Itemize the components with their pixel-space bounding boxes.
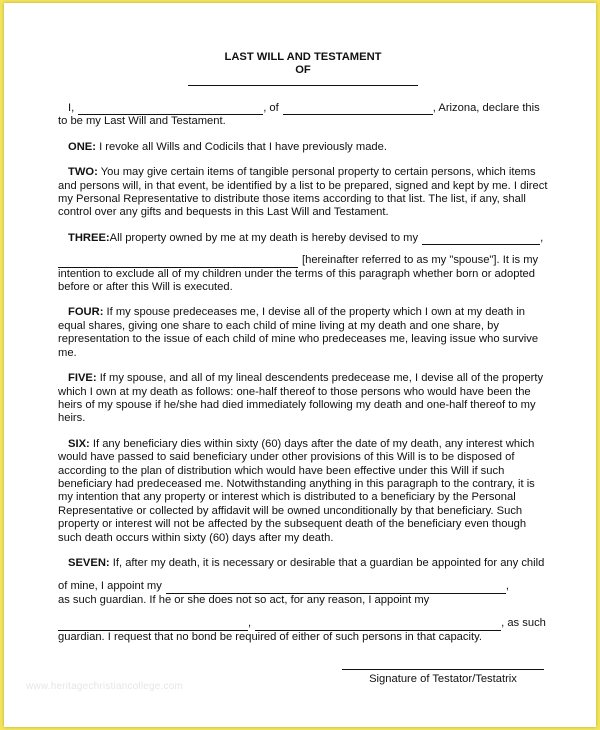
article-seven-guardian: as such guardian. If he or she does not so act, for any reason, I appoint my: [58, 593, 430, 606]
signature-line: [342, 669, 544, 670]
article-seven: [58, 557, 548, 644]
article-five: [58, 372, 548, 426]
document-body: [58, 51, 548, 644]
article-seven-as-such: , as such: [501, 617, 546, 630]
article-two-text: You may give certain items of tangible personal property to certain persons, which items and persons will, in that event, be identified by a list to be prepared, signed and kept by me. I direct my Personal Representative to distribute those items according to that list. The list, if any, shall control over any gifts and bequests in this Last Will and Testament.: [58, 166, 548, 219]
testator-name-blank: [188, 85, 418, 86]
article-seven-appoint: of mine, I appoint my: [58, 580, 162, 593]
article-three-comma: ,: [540, 231, 544, 244]
intro-state: , Arizona, declare this: [432, 102, 540, 114]
intro-paragraph: [58, 102, 548, 129]
article-seven-comma: ,: [505, 580, 509, 593]
article-six: [58, 438, 548, 545]
title-line-2: OF: [295, 64, 311, 76]
intro-of: , of: [263, 102, 279, 114]
article-four-text: If my spouse predeceases me, I devise all of the property which I own at my death in equal shares, giving one share to each child of mine living at my death and one share, by representation to the issue of each child of mine who predeceases me, leaving issue who survive me.: [58, 306, 539, 359]
city-blank: [283, 104, 433, 115]
article-seven-text: If, after my death, it is necessary or desirable that a guardian be appointed for any child: [109, 556, 545, 569]
article-seven-label: SEVEN:: [68, 556, 110, 569]
article-three-text: All property owned by me at my death is hereby devised to my: [109, 231, 419, 244]
article-one-text: I revoke all Wills and Codicils that I have previously made.: [95, 140, 387, 153]
article-three: [58, 232, 548, 295]
article-seven-sep: ,: [248, 617, 252, 630]
alternate-guardian-blank-2: [255, 620, 501, 631]
watermark: www.heritagechristiancollege.com: [26, 681, 184, 692]
article-six-text: If any beneficiary dies within sixty (60) days after the date of my death, any interest which would have passed to said beneficiary under other provisions of this Will is to be disposed of according to the plan of distribution which would have been effective under this Will if such beneficiary had predeceased me. Notwithstanding anything in this paragraph to the contrary, it is my intention that any property or interest which is distributed to a beneficiary by the Personal Representative or collected by affidavit will be owned unconditionally by that beneficiary. Such property or interest will not be affected by the subsequent death of the beneficiary even though such death occurs within sixty (60) days after my death.: [58, 437, 535, 544]
spouse-blank: [422, 234, 540, 245]
article-three-label: THREE:: [68, 231, 110, 244]
intro-rest: to be my Last Will and Testament.: [58, 115, 226, 128]
article-one: [58, 141, 548, 154]
article-two-label: TWO:: [68, 166, 98, 179]
guardian-blank: [166, 583, 506, 594]
article-six-label: SIX:: [68, 437, 90, 450]
article-five-label: FIVE:: [68, 372, 97, 385]
document-title: [58, 51, 548, 86]
article-five-text: If my spouse, and all of my lineal descendents predecease me, I devise all of the property which I own at my death as follows: one-half thereof to those persons who would have been the heirs of my spouse if he/she had died immediately following my death and one-half thereof to my heirs.: [58, 372, 544, 425]
article-one-label: ONE:: [68, 140, 96, 153]
spouse-name-blank: [58, 257, 298, 268]
signature-block: [342, 669, 544, 685]
article-two: [58, 166, 548, 220]
article-three-hereinafter: [hereinafter referred to as my "spouse"]. It is my: [302, 254, 539, 267]
article-four-label: FOUR:: [68, 306, 104, 319]
title-line-1: LAST WILL AND TESTAMENT: [224, 51, 382, 63]
intro-i: I,: [68, 102, 75, 114]
article-seven-bond: guardian. I request that no bond be required of either of such persons in that capacity.: [58, 630, 482, 643]
article-three-rest: intention to exclude all of my children under the terms of this paragraph whether born or adopted before or after this Will is executed.: [58, 267, 535, 294]
signature-label: Signature of Testator/Testatrix: [369, 673, 517, 685]
name-blank: [78, 104, 263, 115]
alternate-guardian-blank-1: [58, 620, 248, 631]
article-four: [58, 306, 548, 360]
document-page: [4, 3, 596, 727]
